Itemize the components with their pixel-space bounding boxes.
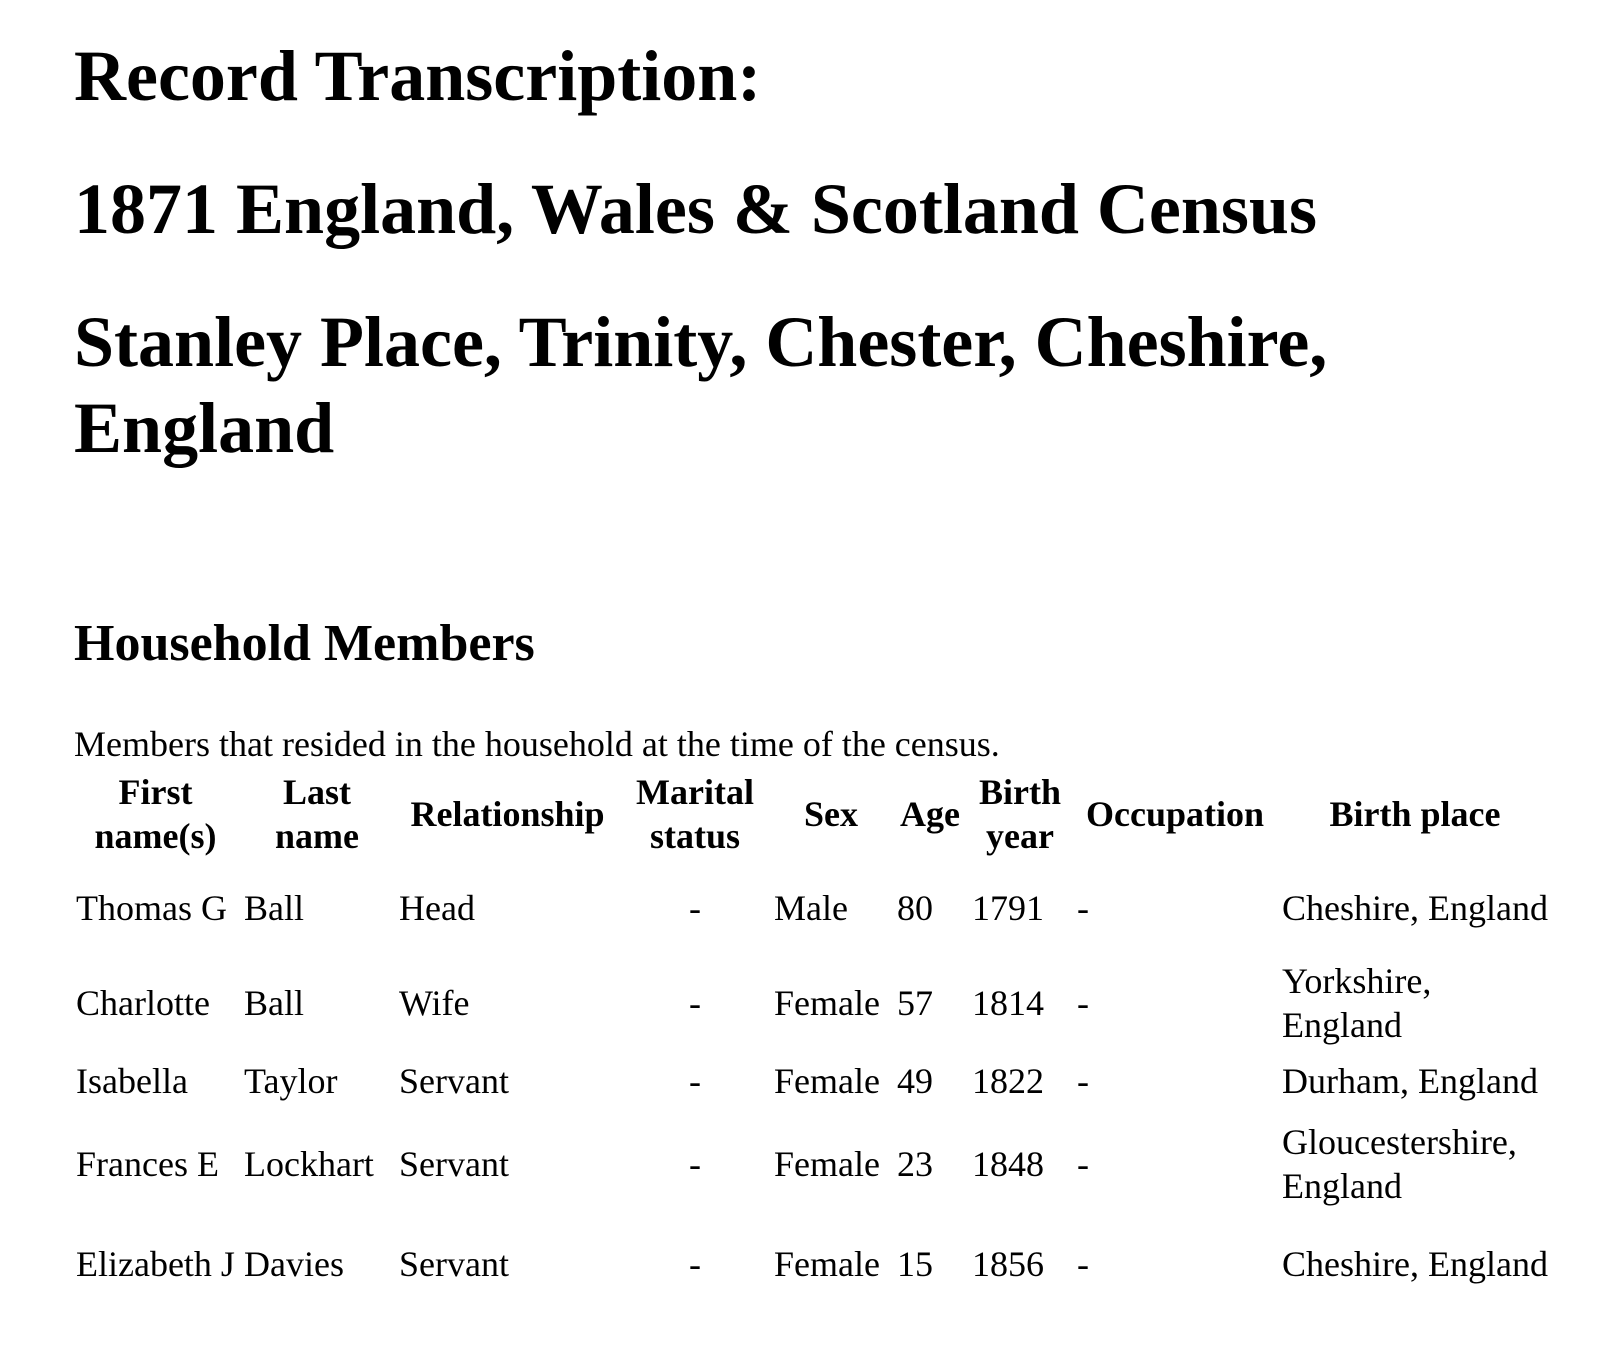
cell-age: 49 (897, 1061, 933, 1101)
cell-birth-year: 1856 (972, 1244, 1044, 1284)
cell-relationship: Servant (399, 1061, 509, 1101)
cell-marital-status: - (689, 1061, 701, 1101)
cell-marital-status: - (689, 888, 701, 928)
cell-occupation: - (1077, 1144, 1089, 1184)
household-table (69, 770, 1555, 1314)
census-title: 1871 England, Wales & Scotland Census (74, 169, 1317, 249)
cell-relationship: Wife (399, 983, 470, 1023)
cell-sex: Female (774, 983, 880, 1023)
cell-birth-place: Cheshire, England (1282, 1244, 1548, 1284)
cell-relationship: Head (399, 888, 475, 928)
cell-occupation: - (1077, 888, 1089, 928)
cell-marital-status: - (689, 1144, 701, 1184)
cell-last-name: Taylor (244, 1061, 338, 1101)
section-intro: Members that resided in the household at the time of the census. (74, 724, 1000, 764)
table-row (74, 958, 1550, 1048)
header-last-name: Last name (275, 772, 359, 856)
header-marital-status: Marital status (636, 772, 754, 856)
cell-age: 23 (897, 1144, 933, 1184)
cell-relationship: Servant (399, 1144, 509, 1184)
cell-birth-place: Cheshire, England (1282, 888, 1548, 928)
cell-sex: Female (774, 1144, 880, 1184)
cell-age: 80 (897, 888, 933, 928)
page-title: Record Transcription: (74, 36, 762, 116)
cell-last-name: Ball (244, 888, 304, 928)
table-row (74, 1048, 1550, 1114)
cell-sex: Female (774, 1061, 880, 1101)
cell-age: 57 (897, 983, 933, 1023)
table-row (74, 858, 1550, 958)
cell-sex: Female (774, 1244, 880, 1284)
cell-occupation: - (1077, 983, 1089, 1023)
cell-birth-year: 1822 (972, 1061, 1044, 1101)
header-sex: Sex (804, 794, 858, 834)
cell-birth-place: Durham, England (1282, 1061, 1538, 1101)
header-occupation: Occupation (1085, 794, 1264, 834)
cell-marital-status: - (689, 983, 701, 1023)
cell-occupation: - (1077, 1244, 1089, 1284)
cell-last-name: Davies (244, 1244, 344, 1284)
address-title: Stanley Place, Trinity, Chester, Cheshire, England (74, 302, 1328, 468)
cell-sex: Male (774, 888, 848, 928)
cell-marital-status: - (689, 1244, 701, 1284)
table-row (74, 1114, 1550, 1214)
table-header-row (74, 770, 1550, 858)
table-row (74, 1214, 1550, 1314)
cell-first-name: Thomas G (76, 888, 227, 928)
section-heading: Household Members (74, 615, 535, 672)
cell-birth-year: 1791 (972, 888, 1044, 928)
cell-first-name: Frances E (76, 1144, 219, 1184)
header-first-name: First name(s) (94, 772, 217, 856)
cell-birth-year: 1848 (972, 1144, 1044, 1184)
cell-occupation: - (1077, 1061, 1089, 1101)
cell-birth-place: Yorkshire, England (1282, 961, 1432, 1045)
cell-birth-year: 1814 (972, 983, 1044, 1023)
header-relationship: Relationship (410, 794, 605, 834)
cell-last-name: Ball (244, 983, 304, 1023)
cell-first-name: Charlotte (76, 983, 210, 1023)
cell-last-name: Lockhart (244, 1144, 374, 1184)
cell-first-name: Elizabeth J (76, 1244, 235, 1284)
cell-first-name: Isabella (76, 1061, 188, 1101)
cell-relationship: Servant (399, 1244, 509, 1284)
cell-birth-place: Gloucestershire, England (1282, 1122, 1517, 1206)
cell-age: 15 (897, 1244, 933, 1284)
header-birth-year: Birth year (978, 772, 1061, 856)
header-age: Age (900, 794, 960, 834)
header-birth-place: Birth place (1329, 794, 1501, 834)
